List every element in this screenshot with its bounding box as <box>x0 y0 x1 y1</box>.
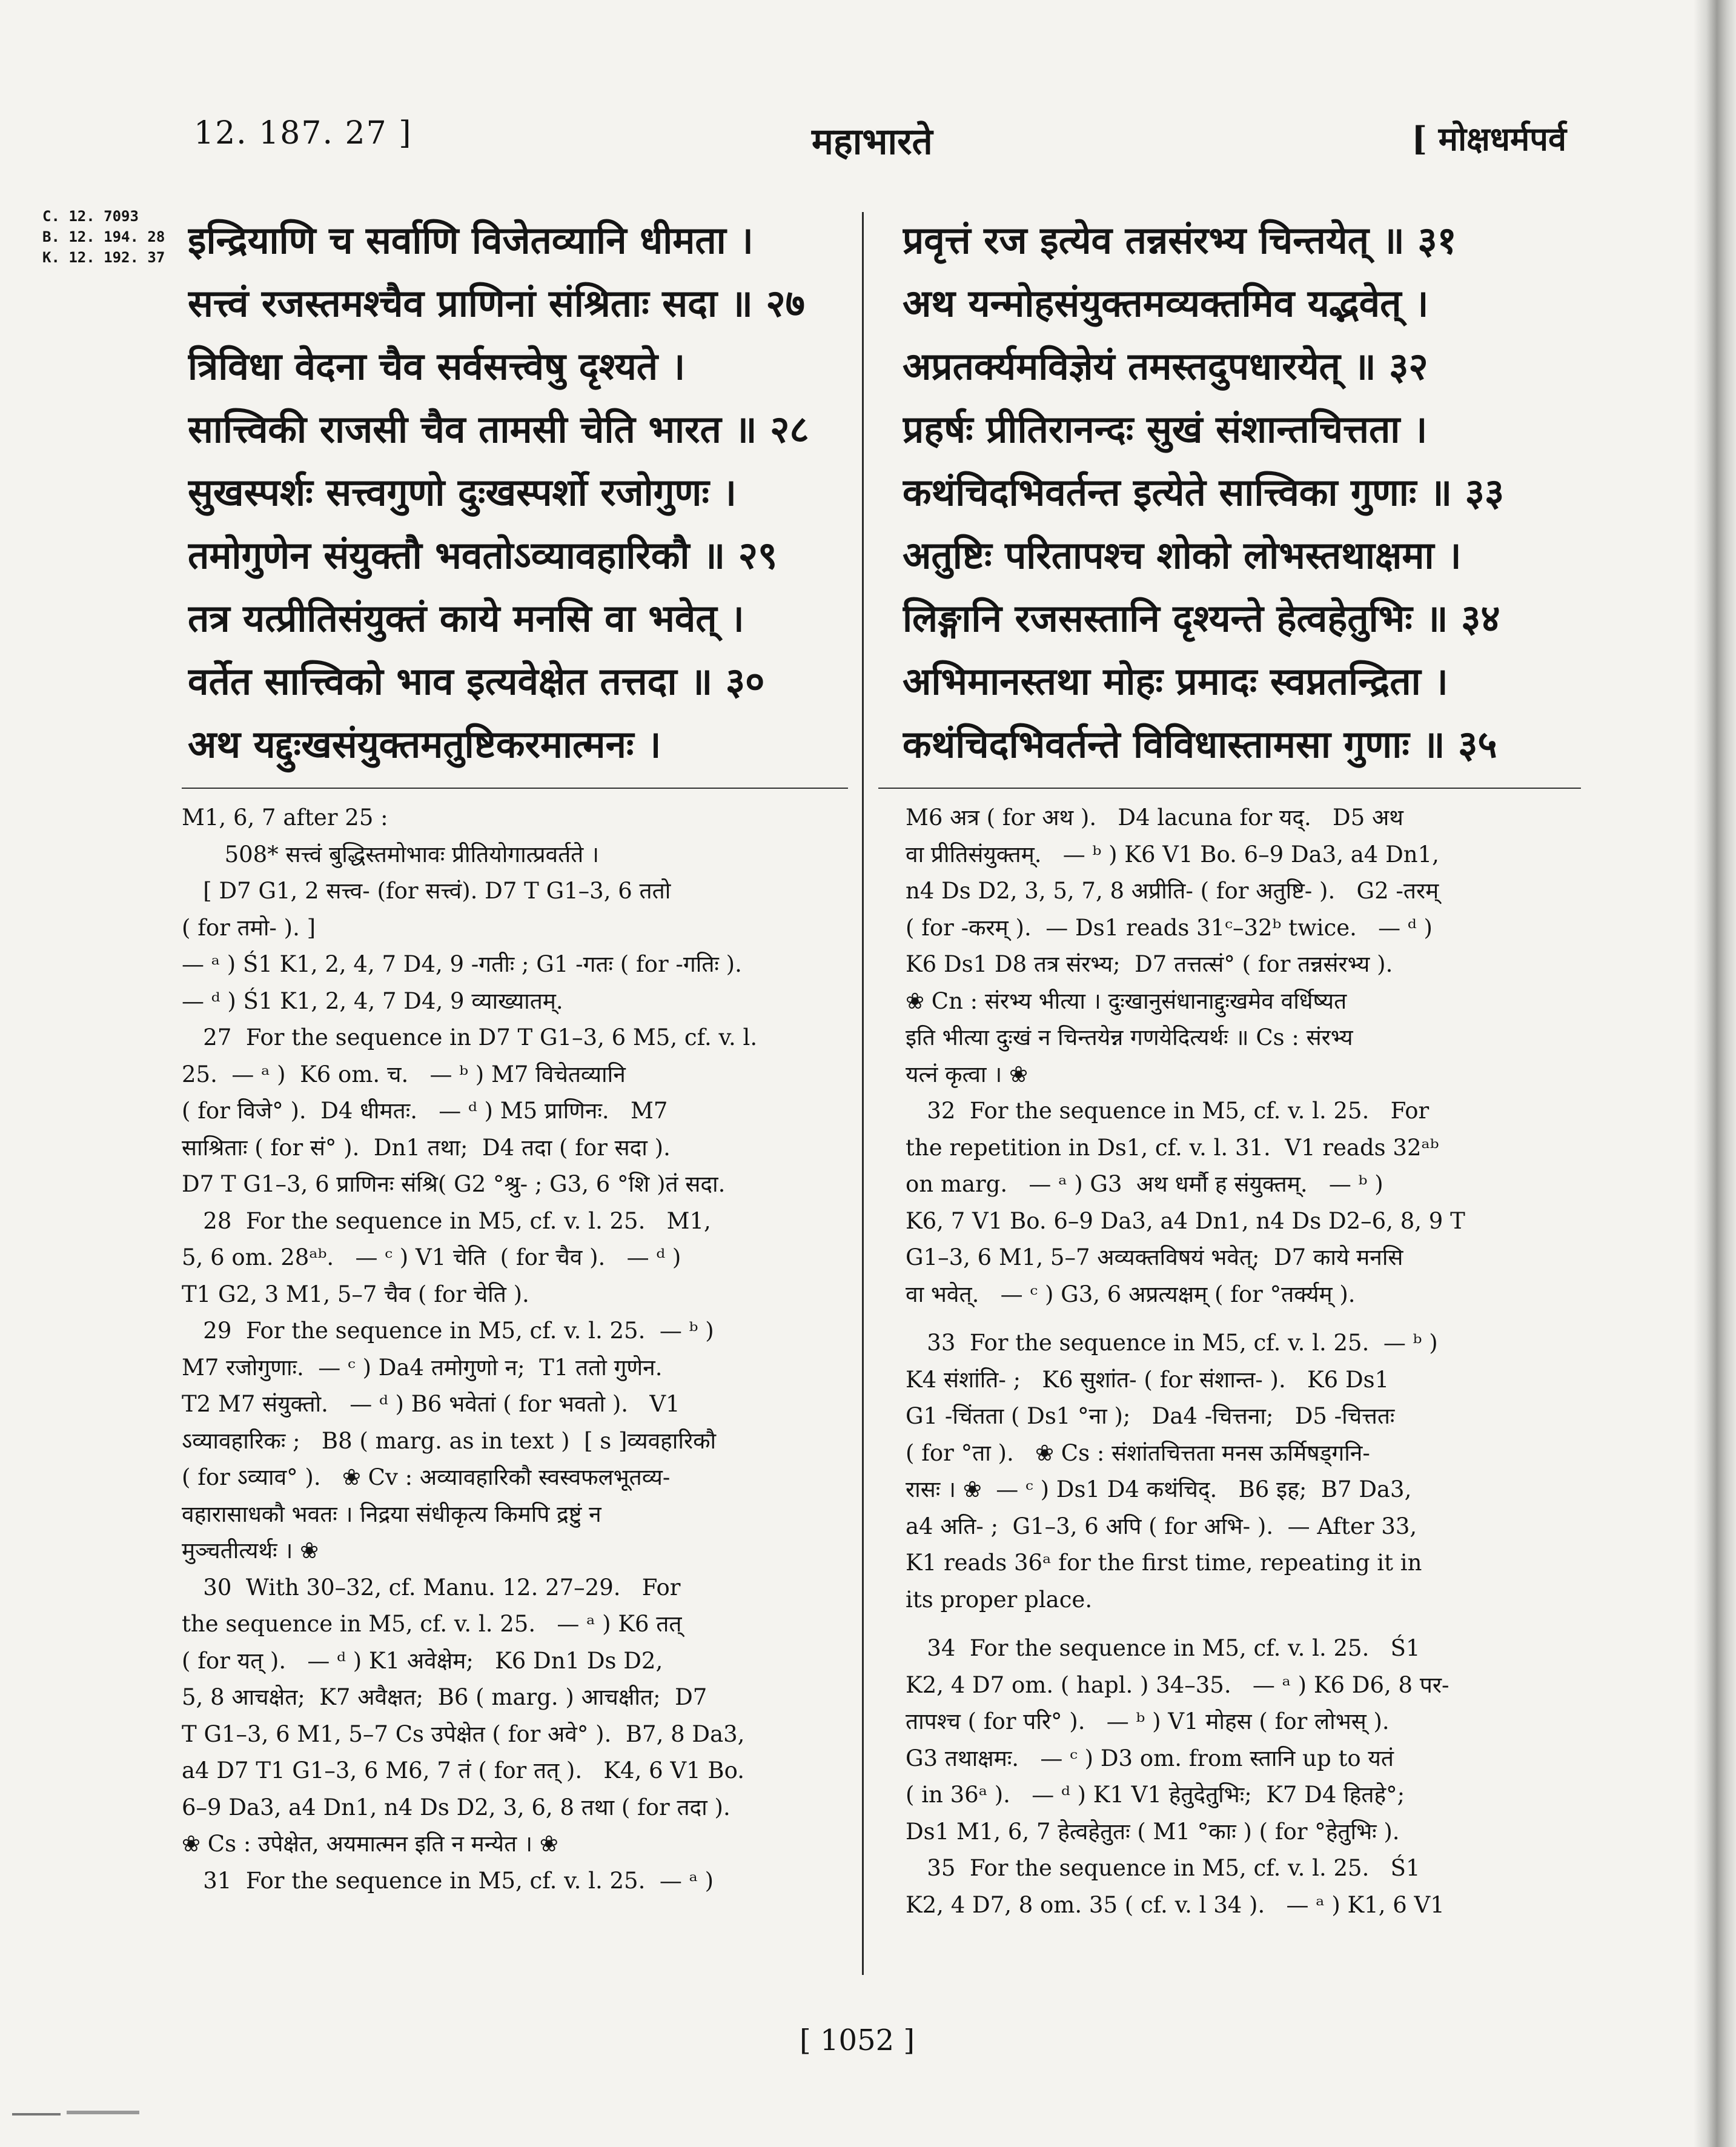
scan-mark <box>67 2111 139 2114</box>
note-line: the sequence in M5, cf. v. l. 25. — ᵃ ) K6 तत् <box>182 1611 682 1637</box>
note-line: 35 For the sequence in M5, cf. v. l. 25. Ś1 <box>906 1855 1420 1881</box>
header-verse-reference: 12. 187. 27 ] <box>194 115 412 151</box>
verse-line: कथंचिदभिवर्तन्ते विविधास्तामसा गुणाः ॥ ३५ <box>903 722 1497 766</box>
page-number: [ 1052 ] <box>800 2023 915 2057</box>
note-line: on marg. — ᵃ ) G3 अथ धर्मौ ह संयुक्तम्. — ᵇ ) <box>906 1171 1383 1197</box>
verse-line: तत्र यत्प्रीतिसंयुक्तं काये मनसि वा भवेत् । <box>188 596 744 640</box>
note-line: 30 With 30–32, cf. Manu. 12. 27–29. For <box>182 1574 681 1601</box>
note-line: 5, 6 om. 28ᵃᵇ. — ᶜ ) V1 चेति ( for चैव ). — ᵈ ) <box>182 1244 681 1270</box>
note-gap <box>906 1313 1578 1325</box>
note-line: K2, 4 D7 om. ( hapl. ) 34–35. — ᵃ ) K6 D6, 8 पर- <box>906 1671 1449 1698</box>
critical-notes-right <box>906 800 1578 1923</box>
note-line: ( in 36ᵃ ). — ᵈ ) K1 V1 हेतुदेतुभिः; K7 D4 हितहे°; <box>906 1782 1405 1808</box>
page-edge-shadow <box>1694 0 1736 2147</box>
note-line: ( for -करम् ). — Ds1 reads 31ᶜ–32ᵇ twice. — ᵈ ) <box>906 914 1433 941</box>
note-line: — ᵈ ) Ś1 K1, 2, 4, 7 D4, 9 व्याख्यातम्. <box>182 987 563 1014</box>
note-line: its proper place. <box>906 1586 1093 1613</box>
note-line: K1 reads 36ᵃ for the first time, repeating it in <box>906 1550 1422 1576</box>
note-line: a4 अति- ; G1–3, 6 अपि ( for अभि- ). — After 33, <box>906 1513 1417 1539</box>
verse-line: अथ यन्मोहसंयुक्तमव्यक्तमिव यद्भवेत् । <box>903 281 1429 325</box>
note-line: ( for तमो- ). ] <box>182 914 316 941</box>
note-line: 32 For the sequence in M5, cf. v. l. 25. For <box>906 1098 1430 1124</box>
note-line: ( for ऽव्याव° ). ❀ Cv : अव्यावहारिकौ स्वस्वफलभूतव्य- <box>182 1464 671 1490</box>
note-line: 508* सत्त्वं बुद्धिस्तमोभावः प्रीतियोगात्प्रवर्तते । <box>182 841 600 868</box>
note-gap <box>906 1618 1578 1630</box>
critical-notes-left <box>182 800 842 1899</box>
note-line: ❀ Cs : उपेक्षेत, अयमात्मन इति न मन्येत । ❀ <box>182 1831 558 1857</box>
scan-mark <box>12 2113 61 2115</box>
note-line: T1 G2, 3 M1, 5–7 चैव ( for चेति ). <box>182 1281 529 1307</box>
concordance-ref: B. 12. 194. 28 <box>42 228 165 245</box>
note-line: मुञ्चतीत्यर्थः । ❀ <box>182 1538 319 1564</box>
note-line: T G1–3, 6 M1, 5–7 Cs उपेक्षेत ( for अवे° ). B7, 8 Da3, <box>182 1721 745 1747</box>
concordance-ref: C. 12. 7093 <box>42 208 139 225</box>
note-line: यत्नं कृत्वा । ❀ <box>906 1061 1029 1087</box>
header-section: [ मोक्षधर्मपर्व <box>1411 119 1566 158</box>
note-line: तापश्च ( for परि° ). — ᵇ ) V1 मोहस ( for लोभस् ). <box>906 1708 1390 1734</box>
note-line: G3 तथाक्षमः. — ᶜ ) D3 om. from स्तानि up to यतं <box>906 1745 1394 1771</box>
note-line: M1, 6, 7 after 25 : <box>182 805 388 831</box>
concordance-ref: K. 12. 192. 37 <box>42 249 165 266</box>
note-line: इति भीत्या दुःखं न चिन्तयेन्न गणयेदित्यर्थः ॥ Cs : संरभ्य <box>906 1024 1353 1050</box>
note-line: — ᵃ ) Ś1 K1, 2, 4, 7 D4, 9 -गतीः ; G1 -गतः ( for -गतिः ). <box>182 951 742 977</box>
note-line: 6–9 Da3, a4 Dn1, n4 Ds D2, 3, 6, 8 तथा ( for तदा ). <box>182 1794 731 1820</box>
note-line: D7 T G1–3, 6 प्राणिनः संश्रि( G2 °श्रु- ; G3, 6 °शि )तं सदा. <box>182 1171 726 1197</box>
note-line: [ D7 G1, 2 सत्त्व- (for सत्त्वं). D7 T G1–3, 6 ततो <box>182 878 671 904</box>
note-line: 25. — ᵃ ) K6 om. च. — ᵇ ) M7 विचेतव्यानि <box>182 1061 626 1087</box>
column-divider <box>862 212 864 1975</box>
note-line: the repetition in Ds1, cf. v. l. 31. V1 reads 32ᵃᵇ <box>906 1134 1439 1161</box>
note-line: ( for °ता ). ❀ Cs : संशांतचित्तता मनस ऊर्मिषड्गनि- <box>906 1439 1370 1466</box>
note-line: 27 For the sequence in D7 T G1–3, 6 M5, cf. v. l. <box>182 1024 758 1050</box>
note-line: a4 D7 T1 G1–3, 6 M6, 7 तं ( for तत् ). K4, 6 V1 Bo. <box>182 1757 745 1784</box>
note-line: 33 For the sequence in M5, cf. v. l. 25. — ᵇ ) <box>906 1330 1438 1356</box>
note-line: Ds1 M1, 6, 7 हेत्वहेतुतः ( M1 °काः ) ( for °हेतुभिः ). <box>906 1818 1400 1845</box>
note-line: 34 For the sequence in M5, cf. v. l. 25. Ś1 <box>906 1635 1420 1661</box>
note-line: साश्रिताः ( for सं° ). Dn1 तथा; D4 तदा ( for सदा ). <box>182 1134 671 1161</box>
verse-line: सात्त्विकी राजसी चैव तामसी चेति भारत ॥ २८ <box>188 407 809 451</box>
verses-right-column <box>903 209 1581 776</box>
concordance-refs <box>42 206 165 268</box>
note-line: K6 Ds1 D8 तत्र संरभ्य; D7 तत्तत्सं° ( for तन्नसंरभ्य ). <box>906 951 1393 977</box>
note-line: T2 M7 संयुक्तो. — ᵈ ) B6 भवेतां ( for भवतो ). V1 <box>182 1391 680 1417</box>
verse-line: लिङ्गानि रजसस्तानि दृश्यन्ते हेत्वहेतुभिः ॥ ३४ <box>903 596 1500 640</box>
verse-line: तमोगुणेन संयुक्तौ भवतोऽव्यावहारिकौ ॥ २९ <box>188 533 778 577</box>
note-line: 31 For the sequence in M5, cf. v. l. 25. — ᵃ ) <box>182 1867 714 1894</box>
note-line: n4 Ds D2, 3, 5, 7, 8 अप्रीति- ( for अतुष्टि- ). G2 -तरम् <box>906 878 1439 904</box>
note-line: ( for विजे° ). D4 धीमतः. — ᵈ ) M5 प्राणिनः. M7 <box>182 1098 668 1124</box>
note-line: वा भवेत्. — ᶜ ) G3, 6 अप्रत्यक्षम् ( for °तर्क्यम् ). <box>906 1281 1356 1307</box>
verse-line: अतुष्टिः परितापश्च शोको लोभस्तथाक्षमा । <box>903 533 1462 577</box>
note-line: रासः । ❀ — ᶜ ) Ds1 D4 कथंचिद्. B6 इह; B7 Da3, <box>906 1476 1412 1502</box>
verse-line: सत्त्वं रजस्तमश्चैव प्राणिनां संश्रिताः सदा ॥ २७ <box>188 281 805 325</box>
note-line: G1 -चिंतता ( Ds1 °ना ); Da4 -चित्तना; D5 -चित्ततः <box>906 1403 1395 1429</box>
verse-line: सुखस्पर्शः सत्त्वगुणो दुःखस्पर्शो रजोगुणः । <box>188 470 737 514</box>
note-line: M6 अत्र ( for अथ ). D4 lacuna for यद्. D5 अथ <box>906 805 1403 831</box>
note-line: 29 For the sequence in M5, cf. v. l. 25. — ᵇ ) <box>182 1318 714 1344</box>
note-line: ❀ Cn : संरभ्य भीत्या । दुःखानुसंधानाद्दुःखमेव वर्धिष्यत <box>906 987 1347 1014</box>
note-line: वा प्रीतिसंयुक्तम्. — ᵇ ) K6 V1 Bo. 6–9 Da3, a4 Dn1, <box>906 841 1439 868</box>
verse-line: त्रिविधा वेदना चैव सर्वसत्त्वेषु दृश्यते । <box>188 344 686 388</box>
notes-divider-left <box>182 788 848 789</box>
verse-line: कथंचिदभिवर्तन्त इत्येते सात्त्विका गुणाः ॥ ३३ <box>903 470 1505 514</box>
note-line: ( for यत् ). — ᵈ ) K1 अवेक्षेम; K6 Dn1 Ds D2, <box>182 1647 663 1674</box>
note-line: K4 संशांति- ; K6 सुशांत- ( for संशान्त- ). K6 Ds1 <box>906 1366 1390 1393</box>
verse-line: अभिमानस्तथा मोहः प्रमादः स्वप्नतन्द्रिता । <box>903 659 1448 703</box>
verse-line: अथ यद्दुःखसंयुक्तमतुष्टिकरमात्मनः । <box>188 722 661 766</box>
note-line: K6, 7 V1 Bo. 6–9 Da3, a4 Dn1, n4 Ds D2–6, 8, 9 T <box>906 1207 1465 1234</box>
verses-left-column <box>188 209 848 776</box>
verse-line: प्रहर्षः प्रीतिरानन्दः सुखं संशान्तचित्तता । <box>903 407 1428 451</box>
note-line: M7 रजोगुणाः. — ᶜ ) Da4 तमोगुणो न; T1 ततो गुणेन. <box>182 1354 663 1381</box>
notes-divider-right <box>878 788 1581 789</box>
note-line: 28 For the sequence in M5, cf. v. l. 25. M1, <box>182 1207 711 1234</box>
note-line: वहारासाधकौ भवतः । निद्रया संधीकृत्य किमपि द्रष्टुं न <box>182 1501 601 1527</box>
verse-line: वर्तेत सात्त्विको भाव इत्यवेक्षेत तत्तदा ॥ ३० <box>188 659 765 703</box>
note-line: G1–3, 6 M1, 5–7 अव्यक्तविषयं भवेत्; D7 काये मनसि <box>906 1244 1403 1270</box>
header-title: महाभारते <box>812 121 933 163</box>
note-line: 5, 8 आचक्षेत; K7 अवैक्षत; B6 ( marg. ) आचक्षीत; D7 <box>182 1684 707 1710</box>
note-line: K2, 4 D7, 8 om. 35 ( cf. v. l 34 ). — ᵃ ) K1, 6 V1 <box>906 1891 1445 1918</box>
verse-line: इन्द्रियाणि च सर्वाणि विजेतव्यानि धीमता । <box>188 218 754 262</box>
note-line: ऽव्यावहारिकः ; B8 ( marg. as in text ) [ s ]व्यवहारिकौ <box>182 1427 717 1454</box>
verse-line: प्रवृत्तं रज इत्येव तन्नसंरभ्य चिन्तयेत् ॥ ३१ <box>903 218 1457 262</box>
verse-line: अप्रतर्क्यमविज्ञेयं तमस्तदुपधारयेत् ॥ ३२ <box>903 344 1428 388</box>
